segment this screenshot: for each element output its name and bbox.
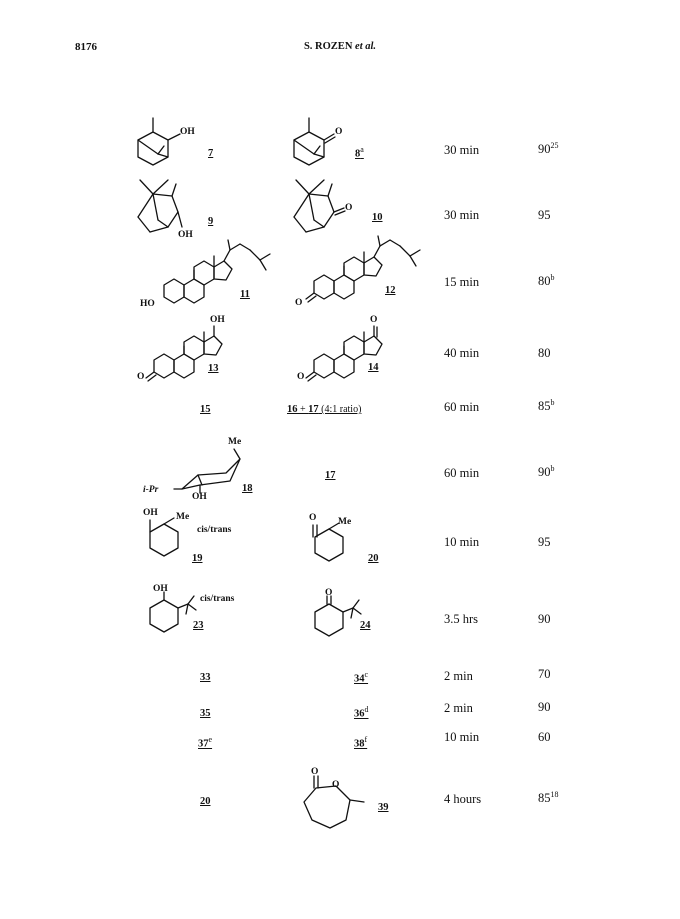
yield: 60 [538,730,551,744]
carbonyl-oxygen-label: O [311,767,319,777]
yield: 80$^b$ [538,273,555,289]
hydroxyl-label: OH [153,584,168,594]
page-number: 8176 [75,41,97,53]
author-name: S. ROZEN [303,41,353,52]
yield: 90 [538,612,551,626]
yield: 90 [538,700,551,714]
hydroxyl-label: OH [178,230,193,240]
structure-7 [128,112,198,172]
yield: $85^{18}$ [538,790,559,806]
compound-number: 7 [208,148,214,159]
structure-20 [295,515,365,575]
oxygen-label: O [137,372,145,382]
structure-19 [130,510,200,570]
methyl-label: Me [338,517,352,527]
structure-12 [300,236,430,311]
hydroxyl-label: HO [140,299,155,309]
compound-number: 38$^f$ [354,735,368,750]
stereo-note: cis/trans [197,525,232,535]
compound-number: 19 [192,553,203,564]
methyl-label: Me [228,437,242,447]
reaction-time: 2 min [444,701,473,715]
oxygen-label: O [309,513,317,523]
reaction-time: 3.5 hrs [444,612,479,626]
compound-number: 16 [287,404,298,415]
yield: 95 [538,208,551,222]
compound-number: 20 [200,796,211,807]
compound-number: 11 [240,289,250,300]
compound-number: 14 [368,362,379,373]
structure-11 [150,240,280,315]
reaction-time: 2 min [444,669,473,683]
yield: $90^{25}$ [538,141,559,157]
oxygen-label: O [297,372,305,382]
compound-number: 35 [200,708,211,719]
compound-number: 20 [368,553,379,564]
yield: 80 [538,346,551,360]
compound-number: 12 [385,285,396,296]
methyl-label: Me [176,512,190,522]
yield: 85$^b$ [538,398,555,414]
compound-number: 33 [200,672,211,683]
reaction-time: 40 min [444,346,480,360]
structure-14 [300,318,400,388]
reaction-time: 10 min [444,730,480,744]
yield: 95 [538,535,551,549]
running-head [0,41,680,52]
hydroxyl-label: OH [143,508,158,518]
reaction-time: 30 min [444,143,480,157]
structure-10 [284,172,354,242]
stereo-note: cis/trans [200,594,235,604]
product-mixture: 16 + 17 (4:1 ratio) [287,404,362,415]
compound-number: 10 [372,212,383,223]
yield: 70 [538,667,551,681]
compound-number: 36$^d$ [354,705,369,720]
compound-number: 24 [360,620,371,631]
structure-8 [284,112,354,172]
compound-number: 37e [198,735,213,750]
compound-number: 8$^a$ [355,145,364,160]
structure-13 [140,318,240,388]
compound-number: 17 [308,404,319,415]
reaction-time: 15 min [444,275,480,289]
oxygen-label: O [295,298,303,308]
compound-number: 15 [200,404,211,415]
compound-number: 23 [193,620,204,631]
reaction-time: 60 min [444,466,480,480]
author-etal: et al. [352,41,377,52]
structure-18 [170,445,260,505]
oxygen-label: O [345,203,353,213]
oxygen-label: O [335,127,343,137]
yield: 90$^b$ [538,464,555,480]
compound-number: 34$^c$ [354,670,369,685]
reaction-time: 10 min [444,535,480,549]
compound-number: 17 [325,470,336,481]
compound-number: 13 [208,363,219,374]
isomer-ratio: (4:1 ratio) [318,404,362,415]
compound-number: 9 [208,216,214,227]
reaction-time: 30 min [444,208,480,222]
hydroxyl-label: OH [210,315,225,325]
compound-number: 39 [378,802,389,813]
reaction-time: 4 hours [444,792,482,806]
reaction-time: 60 min [444,400,480,414]
hydroxyl-label: OH [192,492,207,502]
oxygen-label: O [325,588,333,598]
ring-oxygen-label: O [332,780,340,790]
compound-number: 18 [242,483,253,494]
oxygen-label: O [370,315,378,325]
hydroxyl-label: OH [180,127,195,137]
isopropyl-label: i-Pr [143,485,159,495]
